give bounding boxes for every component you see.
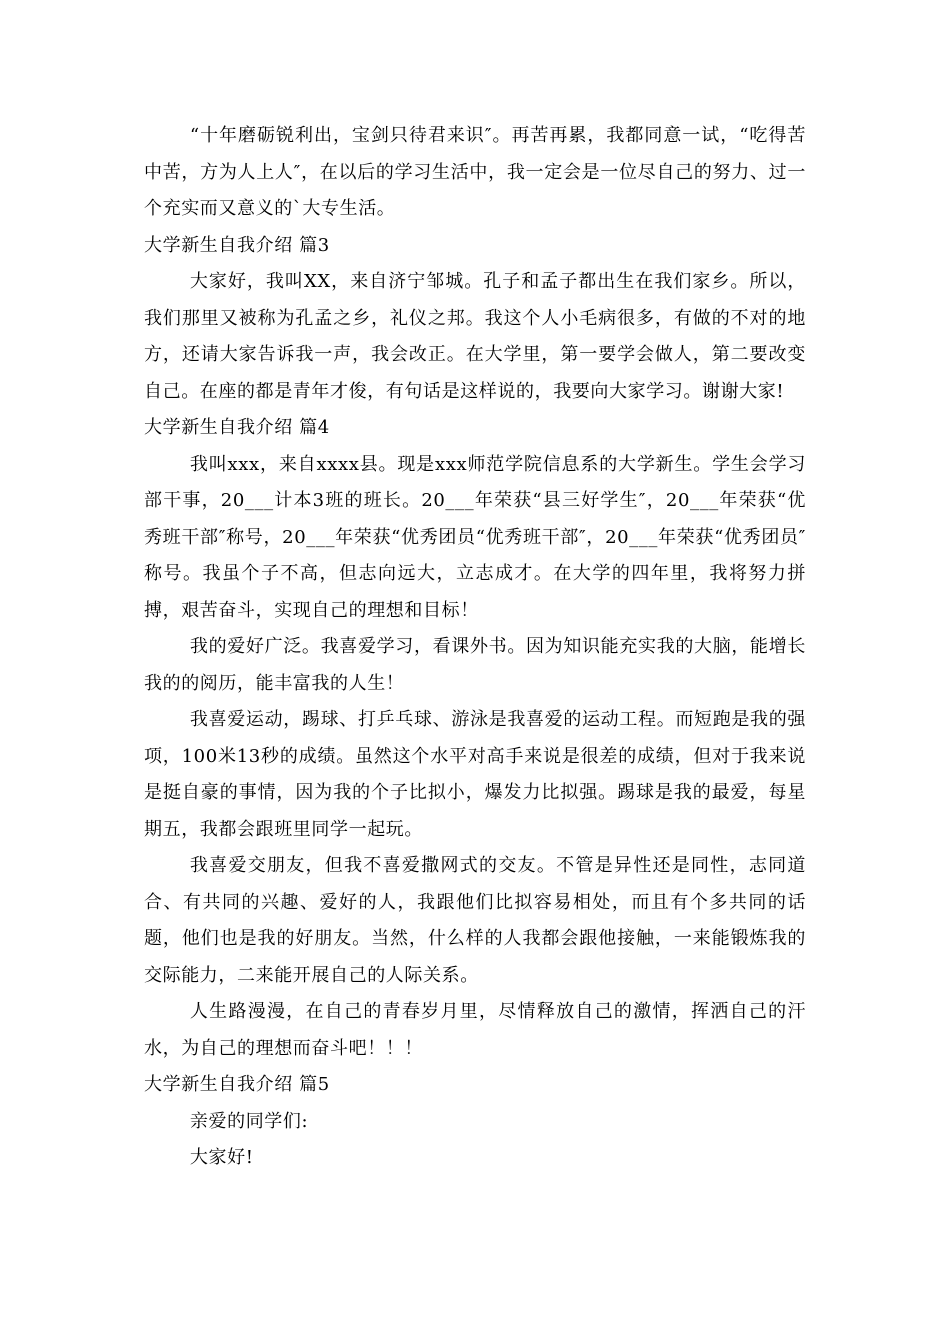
- paragraph-section4-closing: 人生路漫漫，在自己的青春岁月里，尽情释放自己的激情，挥洒自己的汗水，为自己的理想而奋斗吧！！！: [144, 1001, 806, 1059]
- paragraph-section5-salutation: 亲爱的同学们:: [189, 1110, 309, 1132]
- document-body: [144, 118, 806, 1177]
- paragraph-section5-greeting: 大家好!: [189, 1147, 254, 1168]
- section-heading-5: 大学新生自我介绍 篇5: [144, 1074, 330, 1095]
- section-heading-3: 大学新生自我介绍 篇3: [144, 234, 330, 256]
- paragraph-section4-hobbies: 我的爱好广泛。我喜爱学习，看课外书。因为知识能充实我的大脑，能增长我的的阅历，能丰富我的人生！: [144, 636, 806, 694]
- paragraph-section4-friends: 我喜爱交朋友，但我不喜爱撒网式的交友。不管是异性还是同性，志同道合、有共同的兴趣、爱好的人，我跟他们比拟容易相处，而且有个多共同的话题，他们也是我的好朋友。当然，什么样的人我都会跟他接触，一来能锻炼我的交际能力，二来能开展自己的人际关系。: [144, 855, 806, 986]
- paragraph-intro-closing: “十年磨砺锐利出，宝剑只待君来识″。再苦再累，我都同意一试，“吃得苦中苦，方为人上人″，在以后的学习生活中，我一定会是一位尽自己的努力、过一个充实而又意义的`大专生活。: [144, 125, 806, 219]
- section-heading-4: 大学新生自我介绍 篇4: [144, 417, 330, 438]
- paragraph-section4-sports: 我喜爱运动，踢球、打乒乓球、游泳是我喜爱的运动工程。而短跑是我的强项，100米13秒的成绩。虽然这个水平对高手来说是很差的成绩，但对于我来说是挺自豪的事情，因为我的个子比拟小，爆发力比拟强。踢球是我的最爱，每星期五，我都会跟班里同学一起玩。: [144, 709, 806, 840]
- paragraph-section3: 大家好，我叫XX，来自济宁邹城。孔子和孟子都出生在我们家乡。所以，我们那里又被称为孔孟之乡，礼仪之邦。我这个人小毛病很多，有做的不对的地方，还请大家告诉我一声，我会改正。在大学里，第一要学会做人，第二要改变自己。在座的都是青年才俊，有句话是这样说的，我要向大家学习。谢谢大家!: [144, 271, 806, 402]
- paragraph-section4-intro: 我叫xxx，来自xxxx县。现是xxx师范学院信息系的大学新生。学生会学习部干事，20___计本3班的班长。20___年荣获“县三好学生″，20___年荣获“优秀班干部″称号，20___年荣获“优秀团员“优秀班干部″，20___年荣获“优秀团员″称号。我虽个子不高，但志向远大，立志成才。在大学的四年里，我将努力拼搏，艰苦奋斗，实现自己的理想和目标！: [144, 453, 806, 621]
